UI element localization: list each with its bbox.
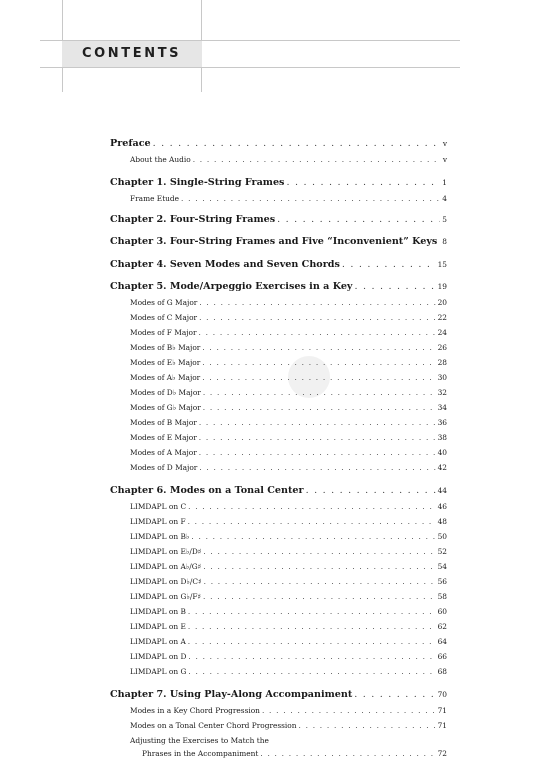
entry-page: 48 <box>437 517 447 526</box>
entry-page: 36 <box>437 418 447 427</box>
entry-page: v <box>442 155 447 164</box>
toc-entry <box>130 667 447 676</box>
toc-entry <box>130 388 447 397</box>
toc-entry <box>130 418 447 427</box>
entry-title: Modes of G♭ Major <box>130 403 201 412</box>
toc-entry <box>130 502 447 511</box>
entry-title: LIMDAPL on G <box>130 667 187 676</box>
entry-page: 52 <box>437 547 447 556</box>
entry-page: 72 <box>437 749 447 758</box>
entry-page: 54 <box>437 562 447 571</box>
entry-title: Modes of B♭ Major <box>130 343 201 352</box>
toc-entry <box>130 706 447 715</box>
entry-title: Modes of B Major <box>130 418 197 427</box>
toc-entry <box>130 721 447 730</box>
entry-page: 62 <box>437 622 447 631</box>
entry-title: LIMDAPL on E♭/D♯ <box>130 547 202 556</box>
entry-title: LIMDAPL on D <box>130 652 187 661</box>
entry-page: 19 <box>437 282 447 291</box>
toc-entry <box>130 448 447 457</box>
entry-page: 38 <box>437 433 447 442</box>
entry-title: Adjusting the Exercises to Match the <box>130 736 269 745</box>
entry-page: 71 <box>437 706 447 715</box>
toc-entry <box>130 463 447 472</box>
toc-entry <box>130 577 447 586</box>
entry-title: LIMDAPL on A <box>130 637 186 646</box>
entry-page: 70 <box>437 690 447 699</box>
toc-entry <box>130 358 447 367</box>
toc-entry <box>130 373 447 382</box>
entry-page: 58 <box>437 592 447 601</box>
toc-entry <box>110 138 447 149</box>
entry-page: 32 <box>437 388 447 397</box>
entry-title: Chapter 4. Seven Modes and Seven Chords <box>110 259 340 270</box>
entry-title: LIMDAPL on F <box>130 517 186 526</box>
entry-title: Phrases in the Accompaniment <box>142 749 259 758</box>
toc-entry <box>110 281 447 292</box>
toc-entry <box>110 177 447 188</box>
toc-entry <box>110 689 447 700</box>
toc-entry <box>130 532 447 541</box>
toc-entry <box>130 403 447 412</box>
entry-title: Modes in a Key Chord Progression <box>130 706 260 715</box>
entry-title: Frame Etude <box>130 194 180 203</box>
entry-page: 4 <box>442 194 447 203</box>
entry-page: 40 <box>437 448 447 457</box>
toc-entry <box>110 214 447 225</box>
entry-title: Chapter 2. Four-String Frames <box>110 214 276 225</box>
entry-title: Modes of D♭ Major <box>130 388 201 397</box>
toc-entry <box>130 652 447 661</box>
entry-title: LIMDAPL on D♭/C♯ <box>130 577 202 586</box>
entry-page: 66 <box>437 652 447 661</box>
entry-title: LIMDAPL on E <box>130 622 186 631</box>
entry-title: Chapter 6. Modes on a Tonal Center <box>110 485 304 496</box>
entry-title: Modes of C Major <box>130 313 198 322</box>
toc-entry <box>130 607 447 616</box>
toc-entry <box>110 236 447 247</box>
entry-title: About the Audio <box>130 155 191 164</box>
entry-title: Modes of A♭ Major <box>130 373 201 382</box>
toc-entry <box>130 194 447 203</box>
entry-title: Preface <box>110 138 151 149</box>
toc-entry <box>130 328 447 337</box>
entry-title: Modes of G Major <box>130 298 198 307</box>
toc-entry <box>110 259 447 270</box>
entry-title: Modes of D Major <box>130 463 198 472</box>
entry-page: 42 <box>437 463 447 472</box>
toc-entry-continuation <box>142 749 447 758</box>
entry-page: 20 <box>437 298 447 307</box>
entry-page: 8 <box>442 237 447 246</box>
toc-entry <box>130 736 447 745</box>
entry-title: Chapter 3. Four-String Frames and Five “Inconvenient” Keys <box>110 236 438 247</box>
entry-page: 24 <box>437 328 447 337</box>
toc-entry <box>130 433 447 442</box>
toc-entry <box>130 313 447 322</box>
toc-entry <box>130 298 447 307</box>
entry-title: Modes on a Tonal Center Chord Progression <box>130 721 297 730</box>
toc-entry <box>130 637 447 646</box>
toc-entry <box>130 562 447 571</box>
entry-page: 71 <box>437 721 447 730</box>
toc-entry <box>130 155 447 164</box>
entry-title: Chapter 1. Single-String Frames <box>110 177 285 188</box>
entry-page: 34 <box>437 403 447 412</box>
entry-title: Modes of A Major <box>130 448 197 457</box>
entry-title: Chapter 7. Using Play-Along Accompaniment <box>110 689 353 700</box>
toc-entry <box>130 592 447 601</box>
entry-title: Modes of E♭ Major <box>130 358 201 367</box>
toc-entry <box>130 547 447 556</box>
entry-page: 30 <box>437 373 447 382</box>
entry-page: v <box>442 139 447 148</box>
entry-page: 60 <box>437 607 447 616</box>
entry-page: 28 <box>437 358 447 367</box>
entry-page: 68 <box>437 667 447 676</box>
entry-title: LIMDAPL on B♭ <box>130 532 190 541</box>
entry-page: 44 <box>437 486 447 495</box>
entry-title: LIMDAPL on C <box>130 502 187 511</box>
entry-page: 64 <box>437 637 447 646</box>
entry-title: Modes of E Major <box>130 433 197 442</box>
entry-title: LIMDAPL on G♭/F♯ <box>130 592 202 601</box>
entry-page: 15 <box>437 260 447 269</box>
entry-page: 56 <box>437 577 447 586</box>
entry-title: Chapter 5. Mode/Arpeggio Exercises in a Key <box>110 281 353 292</box>
entry-title: Modes of F Major <box>130 328 197 337</box>
entry-page: 22 <box>437 313 447 322</box>
entry-page: 46 <box>437 502 447 511</box>
entry-title: LIMDAPL on A♭/G♯ <box>130 562 202 571</box>
toc-entry <box>130 622 447 631</box>
crop-mark-bottom <box>40 67 460 68</box>
entry-page: 26 <box>437 343 447 352</box>
toc-entry <box>130 343 447 352</box>
toc-entry <box>130 517 447 526</box>
toc-entry <box>110 485 447 496</box>
entry-page: 1 <box>442 178 447 187</box>
contents-heading: CONTENTS <box>82 46 182 61</box>
entry-page: 50 <box>437 532 447 541</box>
entry-title: LIMDAPL on B <box>130 607 186 616</box>
entry-page: 5 <box>442 215 447 224</box>
